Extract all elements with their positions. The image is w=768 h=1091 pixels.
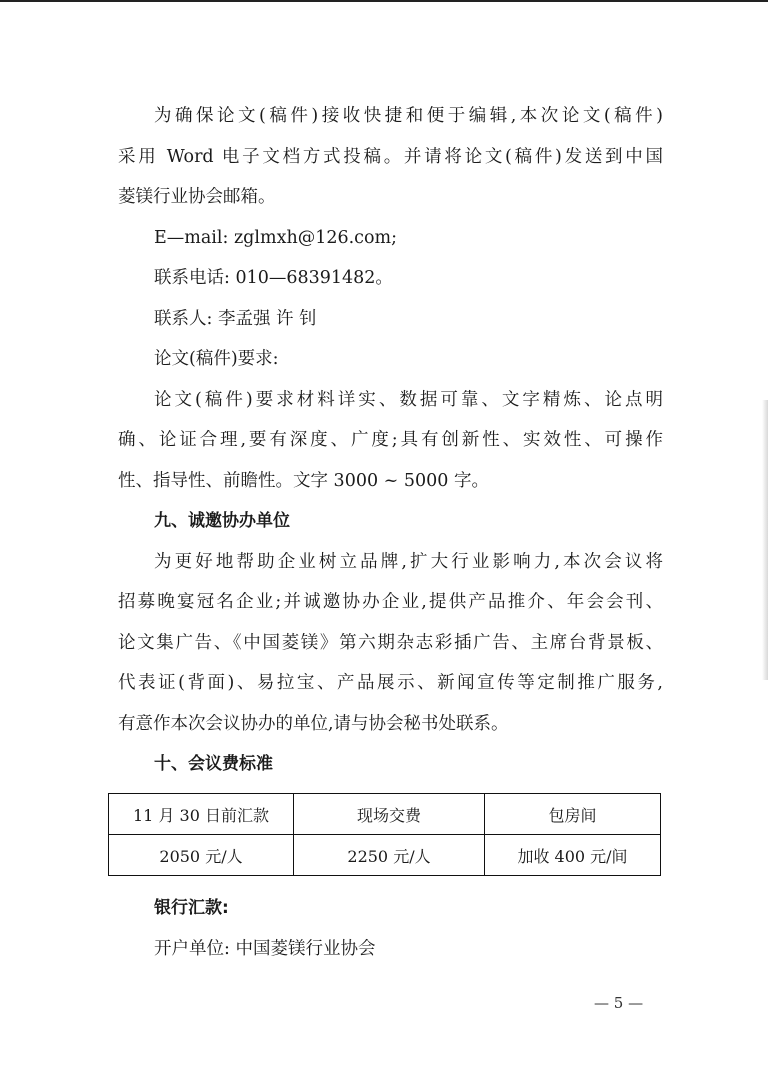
contact-person: 联系人: 李孟强 许 钊 (154, 308, 317, 329)
table-header-cell: 包房间 (485, 794, 661, 835)
section-9-line-2: 招募晚宴冠名企业;并诚邀协办企业,提供产品推介、年会会刊、 (118, 592, 663, 612)
contact-phone: 联系电话: 010—68391482。 (154, 268, 393, 288)
section-10-heading: 十、会议费标准 (154, 754, 273, 774)
top-border-line (0, 0, 768, 2)
requirements-title: 论文(稿件)要求: (154, 349, 279, 369)
paragraph-submission-line-1: 为确保论文(稿件)接收快捷和便于编辑,本次论文(稿件) (154, 106, 663, 126)
paragraph-submission-line-2: 采用 Word 电子文档方式投稿。并请将论文(稿件)发送到中国 (118, 146, 663, 167)
bank-account-unit: 开户单位: 中国菱镁行业协会 (154, 938, 376, 959)
page-number: — 5 — (594, 994, 644, 1012)
table-header-cell: 现场交费 (294, 794, 485, 835)
table-header-cell: 11 月 30 日前汇款 (109, 794, 294, 835)
document-body (118, 96, 663, 785)
table-row (109, 794, 661, 835)
contact-email: E—mail: zglmxh@126.com; (154, 227, 398, 248)
page-edge-shadow (762, 400, 768, 680)
table-cell: 加收 400 元/间 (485, 835, 661, 876)
bank-heading: 银行汇款: (154, 898, 229, 918)
section-9-heading: 九、诚邀协办单位 (154, 511, 290, 531)
table-cell: 2250 元/人 (294, 835, 485, 876)
table-cell: 2050 元/人 (109, 835, 294, 876)
requirements-line-2: 确、论证合理,要有深度、广度;具有创新性、实效性、可操作 (118, 430, 663, 450)
table-row (109, 835, 661, 876)
requirements-line-1: 论文(稿件)要求材料详实、数据可靠、文字精炼、论点明 (154, 389, 663, 410)
section-9-line-3: 论文集广告、《中国菱镁》第六期杂志彩插广告、主席台背景板、 (118, 632, 663, 653)
section-9-line-5: 有意作本次会议协办的单位,请与协会秘书处联系。 (118, 713, 509, 734)
meeting-fee-table (108, 793, 661, 876)
section-9-line-4: 代表证(背面)、易拉宝、产品展示、新闻宣传等定制推广服务, (118, 673, 663, 693)
section-9-line-1: 为更好地帮助企业树立品牌,扩大行业影响力,本次会议将 (154, 551, 663, 572)
bank-section (118, 888, 663, 969)
requirements-line-3: 性、指导性、前瞻性。文字 3000 ~ 5000 字。 (118, 470, 489, 491)
paragraph-submission-line-3: 菱镁行业协会邮箱。 (118, 187, 276, 207)
